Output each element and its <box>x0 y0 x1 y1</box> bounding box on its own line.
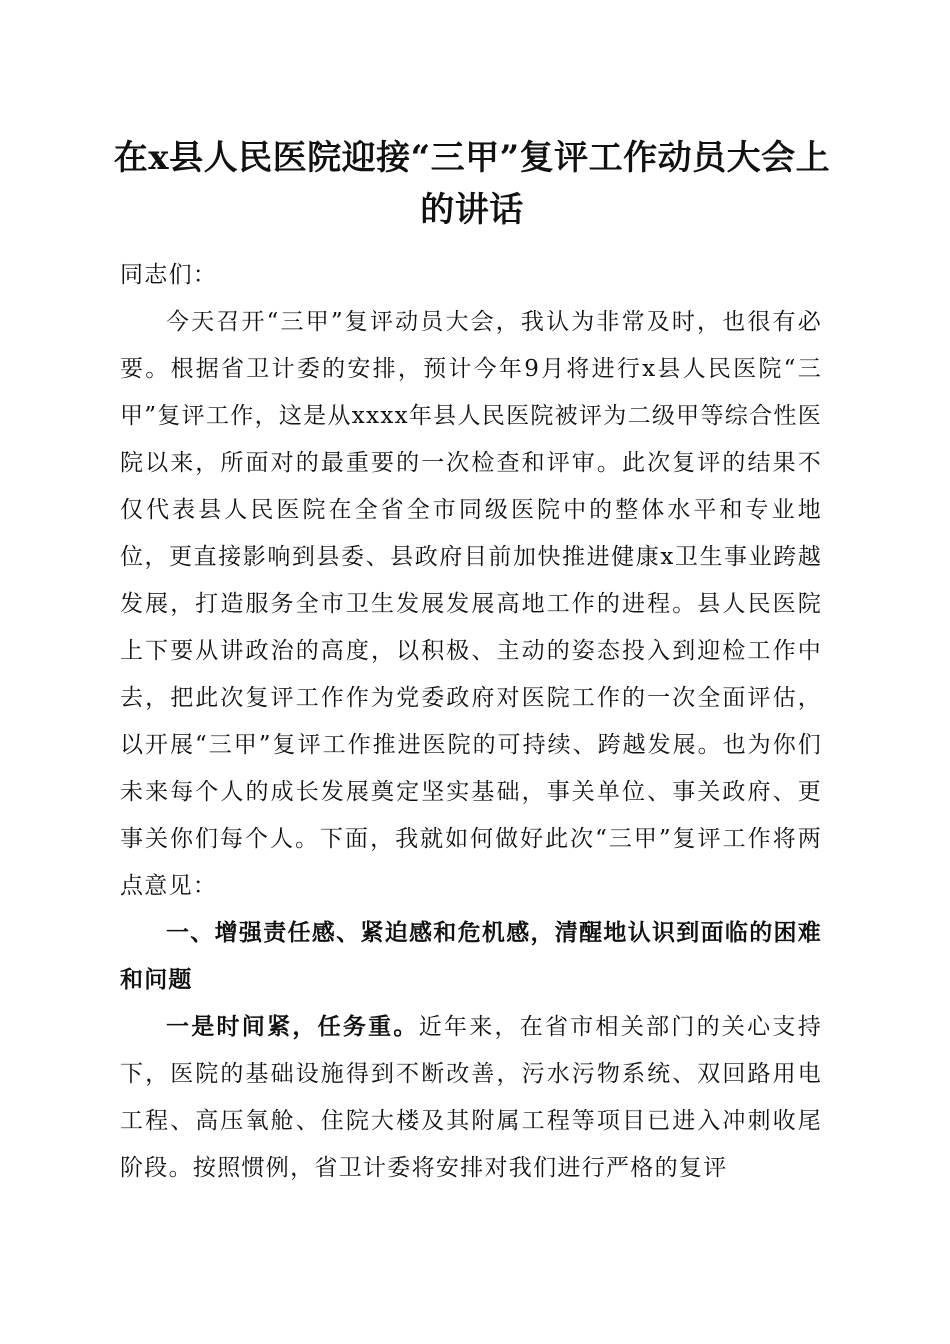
point-text: 近年来，在省市相关部门的关心支持下，医院的基础设施得到不断改善，污水污物系统、双回路用电工程、高压氧舱、住院大楼及其附属工程等项目已进入冲刺收尾阶段。按照惯例，省卫计委将安排对我们进行严格的复评 <box>120 1014 822 1181</box>
document-title: 在x县人民医院迎接“三甲”复评工作动员大会上的讲话 <box>113 138 831 230</box>
salutation: 同志们： <box>120 262 218 288</box>
document-body <box>120 252 822 1192</box>
point-paragraph <box>120 1004 822 1192</box>
point-lead: 一是时间紧，任务重。 <box>166 1014 419 1040</box>
section-heading: 一、增强责任感、紧迫感和危机感，清醒地认识到面临的困难和问题 <box>120 920 822 993</box>
intro-paragraph: 今天召开“三甲”复评动员大会，我认为非常及时，也很有必要。根据省卫计委的安排，预计今年9月将进行x县人民医院“三甲”复评工作，这是从xxxx年县人民医院被评为二级甲等综合性医院以来，所面对的最重要的一次检查和评审。此次复评的结果不仅代表县人民医院在全省全市同级医院中的整体水平和专业地位，更直接影响到县委、县政府目前加快推进健康x卫生事业跨越发展，打造服务全市卫生发展发展高地工作的进程。县人民医院上下要从讲政治的高度，以积极、主动的姿态投入到迎检工作中去，把此次复评工作作为党委政府对医院工作的一次全面评估，以开展“三甲”复评工作推进医院的可持续、跨越发展。也为你们未来每个人的成长发展奠定坚实基础，事关单位、事关政府、更事关你们每个人。下面，我就如何做好此次“三甲”复评工作将两点意见： <box>120 309 822 899</box>
